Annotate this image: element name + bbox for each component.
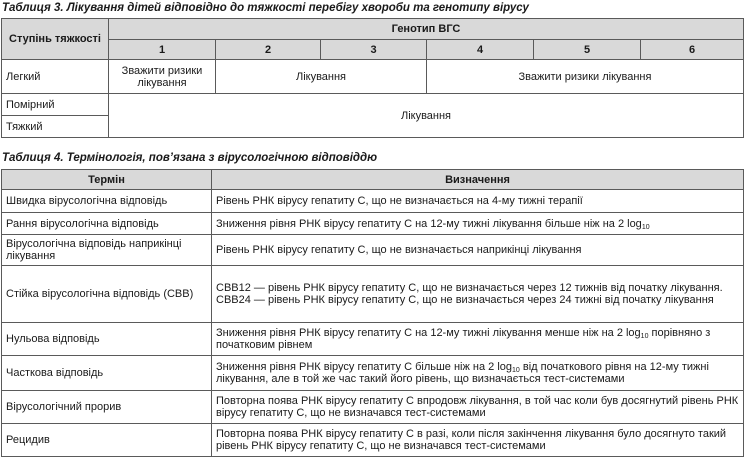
table-row	[2, 391, 744, 424]
table-row	[2, 266, 744, 323]
table-row	[2, 213, 744, 235]
treatment-by-severity-table	[1, 18, 744, 138]
term-cell: Нульова відповідь	[2, 323, 212, 356]
term-cell: Вірусологічна відповідь наприкінці лікування	[2, 235, 212, 266]
term-cell: Вірусологічний прорив	[2, 391, 212, 424]
table-row	[2, 356, 744, 391]
mild-genotype-4-6-cell: Зважити ризики лікування	[427, 60, 744, 94]
definition-text-tail: від початкового рівня на 12-му тижні лікування, але в той же час такий його рівень, що визначається тест-системами	[216, 361, 709, 385]
definition-text: Зниження рівня РНК вірусу гепатиту С на 12-му тижні лікування менше ніж на 2 log	[216, 327, 641, 339]
definition-cell: Рівень РНК вірусу гепатиту С, що не визначається наприкінці лікування	[212, 235, 744, 266]
genotype-col-1: 1	[109, 40, 216, 60]
definition-cell: Рівень РНК вірусу гепатиту С, що не визначається на 4-му тижні терапії	[212, 190, 744, 213]
severity-mild: Легкий	[2, 60, 109, 94]
mild-genotype-1-cell: Зважити ризики лікування	[109, 60, 216, 94]
svr24-definition: СВВ24 — рівень РНК вірусу гепатиту С, що не визначається через 24 тижні від початку лікування	[216, 294, 714, 306]
genotype-col-2: 2	[216, 40, 321, 60]
definition-cell	[212, 323, 744, 356]
genotype-col-4: 4	[427, 40, 534, 60]
genotype-col-6: 6	[641, 40, 744, 60]
log-base-subscript: 10	[512, 367, 520, 374]
mild-genotype-2-3-cell: Лікування	[216, 60, 427, 94]
log-base-subscript: 10	[640, 333, 649, 340]
virologic-response-terminology-table	[1, 169, 744, 457]
term-cell: Часткова відповідь	[2, 356, 212, 391]
severity-severe: Тяжкий	[2, 116, 109, 138]
term-header: Термін	[2, 170, 212, 190]
log-base-subscript: 10	[641, 223, 650, 231]
term-cell: Швидка вірусологічна відповідь	[2, 190, 212, 213]
definition-cell	[212, 356, 744, 391]
definition-cell	[212, 266, 744, 323]
severity-header: Ступінь тяжкості	[2, 19, 109, 60]
term-cell: Стійка вірусологічна відповідь (СВВ)	[2, 266, 212, 323]
definition-cell: Повторна поява РНК вірусу гепатиту С впродовж лікування, в той час коли був досягнутий рівень РНК вірусу гепатиту С, що не визначався тест-системами	[212, 391, 744, 424]
moderate-severe-treatment-cell: Лікування	[109, 94, 744, 138]
term-cell: Рання вірусологічна відповідь	[2, 213, 212, 235]
genotype-col-5: 5	[534, 40, 641, 60]
table-row	[2, 190, 744, 213]
table3-caption: Таблиця 3. Лікування дітей відповідно до тяжкості перебігу хвороби та генотипу вірусу	[2, 2, 529, 14]
genotype-header: Генотип ВГС	[109, 19, 744, 40]
definition-text: Зниження рівня РНК вірусу гепатиту С більше ніж на 2 log	[216, 361, 513, 373]
definition-text: Зниження рівня РНК вірусу гепатиту С на 12-му тижні лікування більше ніж на 2 log	[216, 217, 642, 230]
definition-header: Визначення	[212, 170, 744, 190]
definition-cell: Повторна поява РНК вірусу гепатиту С в разі, коли після закінчення лікування було досягнуто такий рівень РНК вірусу гепатиту С, що не визначався тест-системами	[212, 424, 744, 457]
term-cell: Рецидив	[2, 424, 212, 457]
genotype-col-3: 3	[321, 40, 427, 60]
definition-cell	[212, 213, 744, 235]
table-row	[2, 424, 744, 457]
definition-text-tail: порівняно з початковим рівнем	[216, 327, 711, 351]
table4-caption: Таблиця 4. Термінологія, пов’язана з вірусологічною відповіддю	[2, 152, 378, 164]
svr12-definition: СВВ12 — рівень РНК вірусу гепатиту С, що не визначається через 12 тижнів від початку лікування.	[216, 282, 723, 294]
table-row	[2, 235, 744, 266]
severity-moderate: Помірний	[2, 94, 109, 116]
table-row	[2, 323, 744, 356]
